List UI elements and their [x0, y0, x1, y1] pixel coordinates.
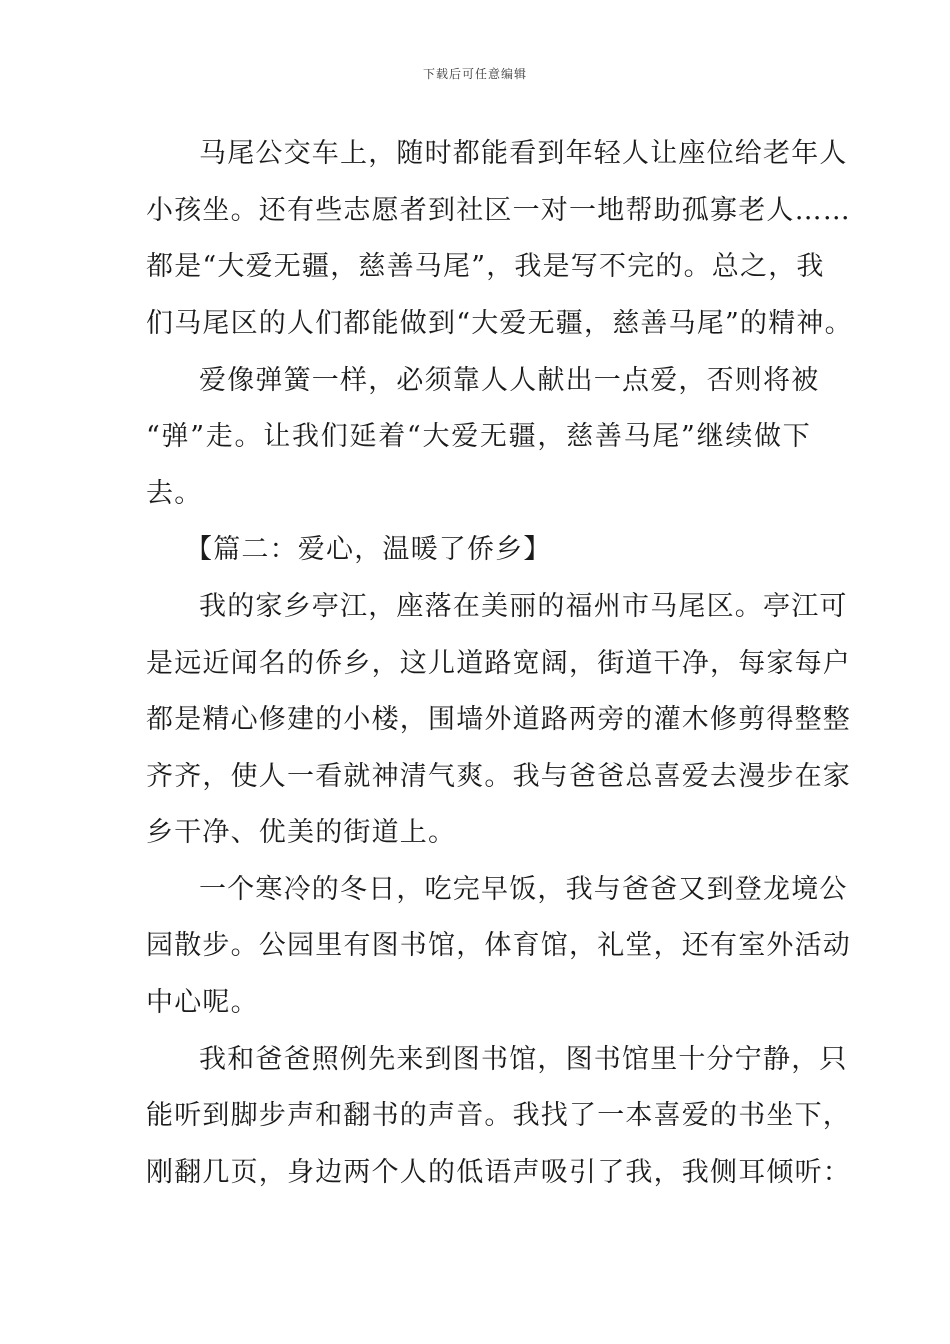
text-line: 齐齐，使人一看就神清气爽。我与爸爸总喜爱去漫步在家: [146, 761, 851, 792]
text-line: 乡干净、优美的街道上。: [146, 817, 457, 848]
text-line: 爱像弹簧一样，必须靠人人献出一点爱，否则将被: [199, 365, 820, 396]
section-title: 【篇二：爱心，温暖了侨乡】: [185, 534, 552, 565]
text-line: 小孩坐。还有些志愿者到社区一对一地帮助孤寡老人……: [146, 195, 851, 226]
text-line: 马尾公交车上，随时都能看到年轻人让座位给老年人: [199, 138, 848, 169]
text-line: 我的家乡亭江，座落在美丽的福州市马尾区。亭江可: [199, 591, 848, 622]
text-line: 去。: [146, 478, 203, 509]
text-line: 能听到脚步声和翻书的声音。我找了一本喜爱的书坐下，: [146, 1100, 851, 1131]
text-line: 们马尾区的人们都能做到“大爱无疆，慈善马尾”的精神。: [146, 308, 853, 339]
page-header-note: 下载后可任意编辑: [422, 67, 527, 81]
text-line: “弹”走。让我们延着“大爱无疆，慈善马尾”继续做下: [146, 421, 811, 452]
text-line: 都是精心修建的小楼，围墙外道路两旁的灌木修剪得整整: [146, 704, 851, 735]
text-line: 园散步。公园里有图书馆，体育馆，礼堂，还有室外活动: [146, 930, 851, 961]
text-line: 都是“大爱无疆，慈善马尾”，我是写不完的。总之，我: [146, 251, 825, 282]
text-line: 我和爸爸照例先来到图书馆，图书馆里十分宁静，只: [199, 1044, 848, 1075]
text-line: 刚翻几页，身边两个人的低语声吸引了我，我侧耳倾听：: [146, 1157, 851, 1188]
text-line: 是远近闻名的侨乡，这儿道路宽阔，街道干净，每家每户: [146, 648, 851, 679]
text-line: 一个寒冷的冬日，吃完早饭，我与爸爸又到登龙境公: [199, 874, 848, 905]
text-line: 中心呢。: [146, 987, 259, 1018]
